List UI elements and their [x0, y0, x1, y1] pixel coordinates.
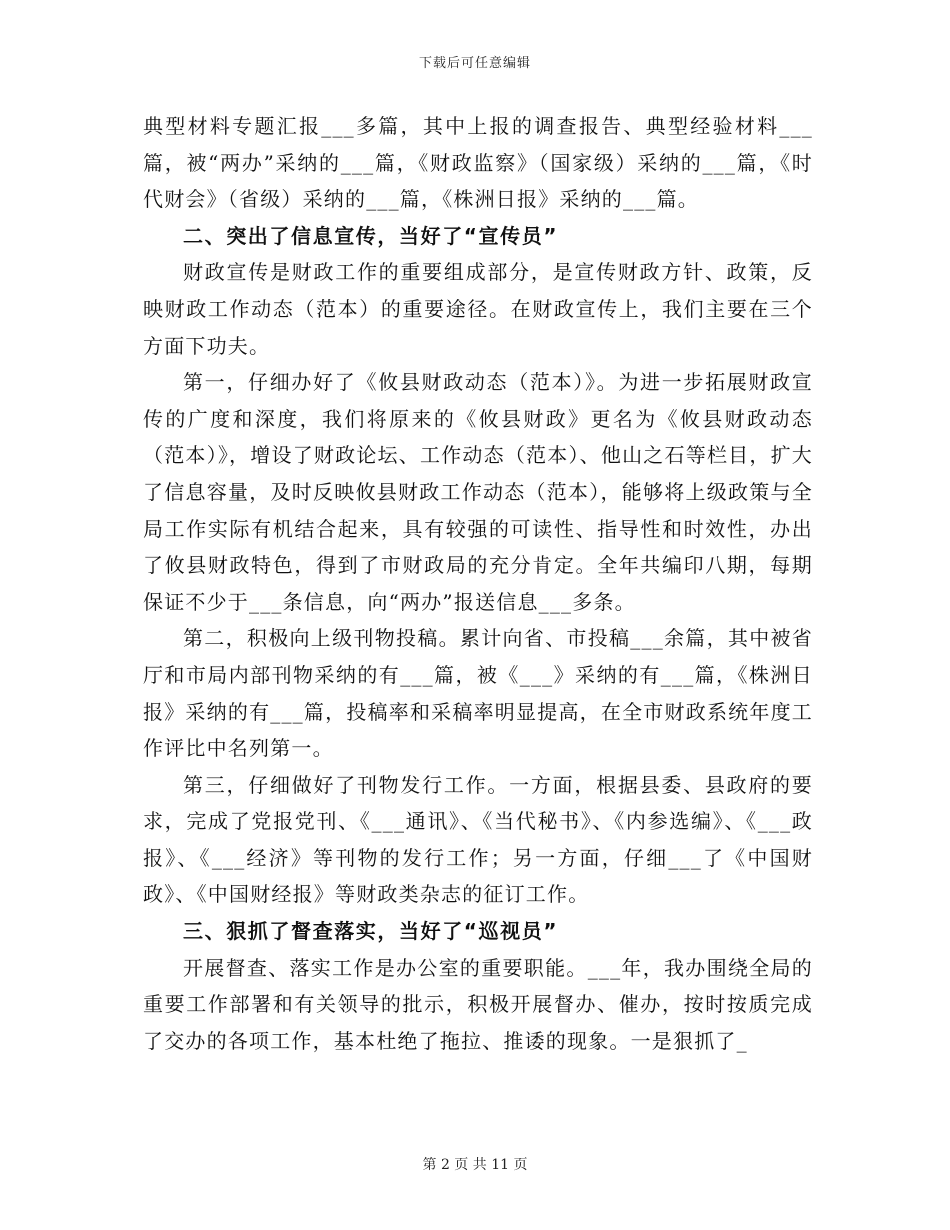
paragraph-first-point: 第一，仔细办好了《攸县财政动态（范本）》。为进一步拓展财政宣传的广度和深度，我们将原来的《攸县财政》更名为《攸县财政动态（范本）》，增设了财政论坛、工作动态（范本）、他山之石等栏目，扩大了信息容量，及时反映攸县财政工作动态（范本），能够将上级政策与全局工作实际有机结合起来，具有较强的可读性、指导性和时效性，办出了攸县财政特色，得到了市财政局的充分肯定。全年共编印八期，每期保证不少于___条信息，向“两办”报送信息___多条。 [143, 370, 813, 614]
paragraph-publicity-intro: 财政宣传是财政工作的重要组成部分，是宣传财政方针、政策，反映财政工作动态（范本）的重要途径。在财政宣传上，我们主要在三个方面下功夫。 [143, 260, 813, 358]
paragraph-second-point: 第二，积极向上级刊物投稿。累计向省、市投稿___余篇，其中被省厅和市局内部刊物采纳的有___篇，被《___》采纳的有___篇，《株洲日报》采纳的有___篇，投稿率和采稿率明显提高，在全市财政系统年度工作评比中名列第一。 [143, 626, 813, 761]
paragraph-supervision: 开展督查、落实工作是办公室的重要职能。___年，我办围绕全局的重要工作部署和有关领导的批示，积极开展督办、催办，按时按质完成了交办的各项工作，基本杜绝了拖拉、推诿的现象。一是狠抓了_ [143, 955, 813, 1053]
page-header: 下载后可任意编辑 [418, 56, 531, 71]
document-body [143, 108, 813, 1059]
paragraph-third-point: 第三，仔细做好了刊物发行工作。一方面，根据县委、县政府的要求，完成了党报党刊、《___通讯》、《当代秘书》、《内参选编》、《___政报》、《___经济》等刊物的发行工作；另一方面，仔细___了《中国财政》、《中国财经报》等财政类杂志的征订工作。 [143, 772, 813, 907]
section-heading-3: 三、狠抓了督查落实，当好了“巡视员” [183, 919, 559, 944]
paragraph-continuation: 典型材料专题汇报___多篇，其中上报的调查报告、典型经验材料___篇，被“两办”采纳的___篇，《财政监察》（国家级）采纳的___篇，《时代财会》（省级）采纳的___篇，《株洲日报》采纳的___篇。 [143, 114, 813, 212]
section-heading-2: 二、突出了信息宣传，当好了“宣传员” [183, 223, 559, 248]
page-footer: 第 2 页 共 11 页 [422, 1157, 528, 1173]
